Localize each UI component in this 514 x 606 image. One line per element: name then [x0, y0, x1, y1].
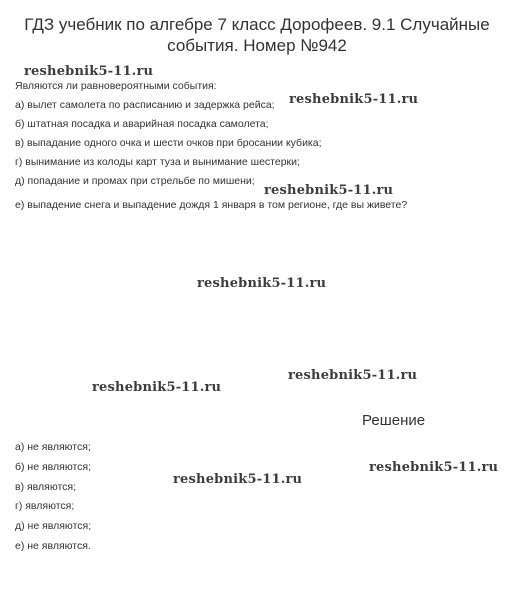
question-item-c: в) выпадание одного очка и шести очков при бросании кубика;: [15, 137, 322, 149]
answer-d: г) являются;: [15, 500, 75, 512]
watermark: reshebnik5-11.ru: [24, 64, 154, 79]
answer-b: б) не являются;: [15, 461, 92, 473]
question-item-d: г) вынимание из колоды карт туза и вынимание шестерки;: [15, 156, 300, 168]
answer-f: е) не являются.: [15, 540, 91, 552]
watermark: reshebnik5-11.ru: [288, 368, 418, 383]
question-intro: Являются ли равновероятными события:: [15, 80, 217, 92]
watermark: reshebnik5-11.ru: [289, 92, 419, 107]
page-title-line-1: ГДЗ учебник по алгебре 7 класс Дорофеев. 9.1 Случайные: [24, 15, 490, 34]
watermark: reshebnik5-11.ru: [369, 460, 499, 475]
solution-heading: Решение: [362, 412, 426, 429]
question-item-b: б) штатная посадка и аварийная посадка самолета;: [15, 118, 269, 130]
answer-a: а) не являются;: [15, 441, 91, 453]
answer-c: в) являются;: [15, 481, 77, 493]
question-item-e: д) попадание и промах при стрельбе по мишени;: [15, 175, 255, 187]
question-item-f: е) выпадение снега и выпадение дождя 1 января в том регионе, где вы живете?: [15, 199, 408, 211]
page-title: [0, 14, 514, 56]
watermark: reshebnik5-11.ru: [92, 380, 222, 395]
answer-e: д) не являются;: [15, 520, 92, 532]
watermark: reshebnik5-11.ru: [197, 276, 327, 291]
watermark: reshebnik5-11.ru: [264, 183, 394, 198]
page-title-line-2: события. Номер №942: [167, 36, 347, 55]
question-item-a: а) вылет самолета по расписанию и задержка рейса;: [15, 99, 275, 111]
watermark: reshebnik5-11.ru: [173, 472, 303, 487]
